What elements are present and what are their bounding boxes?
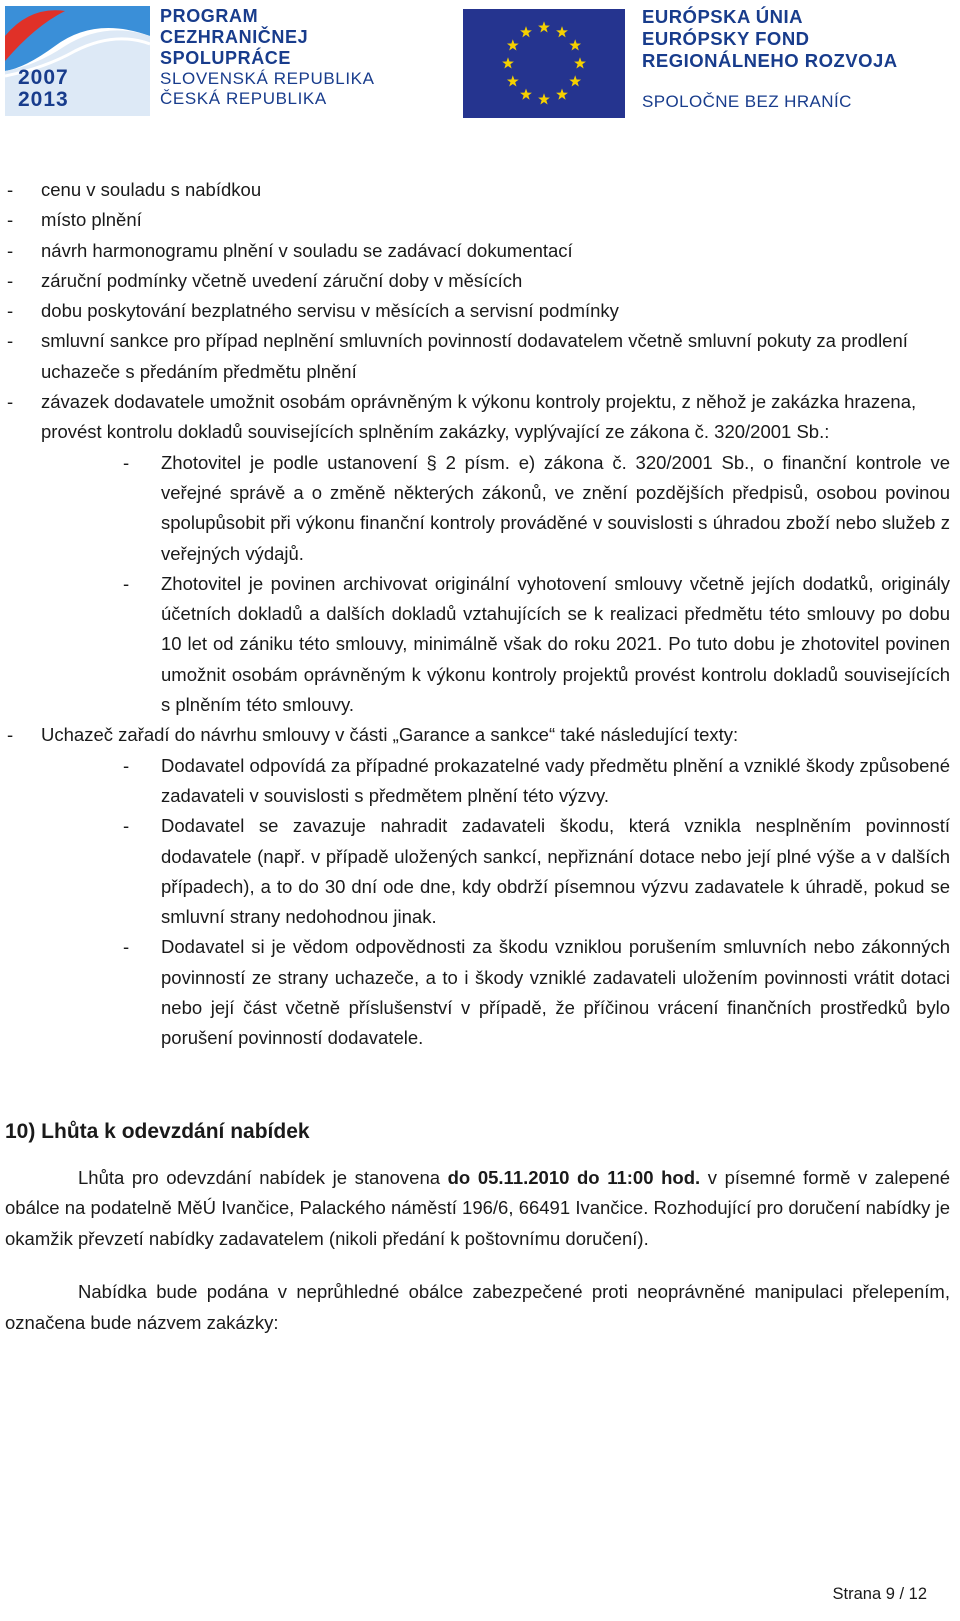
eu-title [642,6,898,112]
eu-line-1: EURÓPSKA ÚNIA [642,6,804,27]
sub-list-item: - Zhotovitel je podle ustanovení § 2 písm. e) zákona č. 320/2001 Sb., o finanční kontrole ve veřejné správě a o změně některých zákonů, ve znění pozdějších předpisů, osobou povinou spolupůsobit při výkonu finanční kontroly prováděné v souvislosti s úhradou zboží nebo služeb z veřejných výdajů. [0,448,960,569]
program-line-2: CEZHRANIČNEJ [160,27,309,47]
sub-list-item: - Dodavatel si je vědom odpovědnosti za škodu vzniklou porušením smluvních nebo zákonných povinností ze strany uchazeče, a to i škody vzniklé zadavateli uložením povinnosti vrátit dotaci nebo její část včetně příslušenství v případě, že příčinou vrácení finančních prostředků bylo porušení povinností dodavatele. [0,932,960,1053]
list-dash: - [7,330,14,352]
list-dash: - [7,391,14,413]
list-dash: - [7,239,14,261]
deadline-date: do 05.11.2010 do 11:00 hod. [447,1166,701,1188]
deadline-paragraph: Lhůta pro odevzdání nabídek je stanovena do 05.11.2010 do 11:00 hod. v písemné formě v zalepené obálce na podatelně MěÚ Ivančice, Palackého náměstí 196/6, 66491 Ivančice. Rozhodující pro doručení nabídky je okamžik převzetí nabídky zadavatelem (nikoli předání k poštovnímu doručení). [5,1166,950,1249]
eu-line-3: REGIONÁLNEHO ROZVOJA [642,50,898,71]
list-dash: - [7,209,14,231]
list-item: - smluvní sankce pro případ neplnění smluvních povinností dodavatelem včetně smluvní pokuty za prodlení uchazeče s předáním předmětu plnění [0,326,960,387]
program-year-end: 2013 [18,88,69,111]
eu-slogan: SPOLOČNE BEZ HRANÍC [642,92,852,111]
list-dash: - [123,572,130,594]
eu-flag-icon [463,9,625,118]
list-item: - místo plnění [0,205,960,235]
eu-line-2: EURÓPSKY FOND [642,28,810,49]
list-dash: - [7,269,14,291]
list-dash: - [123,815,130,837]
program-line-5: ČESKÁ REPUBLIKA [160,89,327,108]
page-number: Strana 9 / 12 [832,1585,927,1603]
program-line-4: SLOVENSKÁ REPUBLIKA [160,69,375,88]
program-line-1: PROGRAM [160,6,259,26]
list-item: - záruční podmínky včetně uvedení záruční doby v měsících [0,266,960,296]
list-dash: - [123,451,130,473]
list-dash: - [123,936,130,958]
list-item: - Uchazeč zařadí do návrhu smlouvy v části „Garance a sankce“ také následující texty: [0,720,960,750]
sub-list-item: - Dodavatel odpovídá za případné prokazatelné vady předmětu plnění a vzniklé škody způsobené zadavateli v souvislosti s předmětem plnění této výzvy. [0,751,960,812]
program-line-3: SPOLUPRÁCE [160,48,292,68]
list-dash: - [123,754,130,776]
program-year-start: 2007 [18,66,69,89]
list-dash: - [7,300,14,322]
list-item: - dobu poskytování bezplatného servisu v měsících a servisní podmínky [0,296,960,326]
section-heading: 10) Lhůta k odevzdání nabídek [5,1119,310,1143]
program-title [160,6,375,109]
page-header [0,0,960,122]
sub-list-item: - Dodavatel se zavazuje nahradit zadavateli škodu, která vznikla nesplněním povinností dodavatele (např. v případě uložených sankcí, nepřiznání dotace nebo její plné výše a v dalších případech), a to do 30 dní ode dne, kdy obdrží písemnou výzvu zadavatele k úhradě, pokud se smluvní strany nedohodnou jinak. [0,811,960,932]
sub-list-item: - Zhotovitel je povinen archivovat originální vyhotovení smlouvy včetně jejích dodatků, originály účetních dokladů a dalších dokladů vztahujících se k realizaci předmětu této smlouvy po dobu 10 let od zániku této smlouvy, minimálně však do roku 2021. Po tuto dobu je zhotovitel povinen umožnit osobám oprávněným k výkonu kontroly projektů provést kontrolu dokladů souvisejících s plněním této smlouvy. [0,569,960,720]
document-body [0,175,960,1338]
list-item: - návrh harmonogramu plnění v souladu se zadávací dokumentací [0,236,960,266]
list-item: - cenu v souladu s nabídkou [0,175,960,205]
list-item: - závazek dodavatele umožnit osobám oprávněným k výkonu kontroly projektu, z něhož je zakázka hrazena, provést kontrolu dokladů souvisejících splněním zakázky, vyplývající ze zákona č. 320/2001 Sb.: [0,387,960,448]
envelope-paragraph: Nabídka bude podána v neprůhledné obálce zabezpečené proti neoprávněné manipulaci přelepením, označena bude názvem zakázky: [5,1281,950,1333]
list-dash: - [7,179,14,200]
list-dash: - [7,724,14,746]
